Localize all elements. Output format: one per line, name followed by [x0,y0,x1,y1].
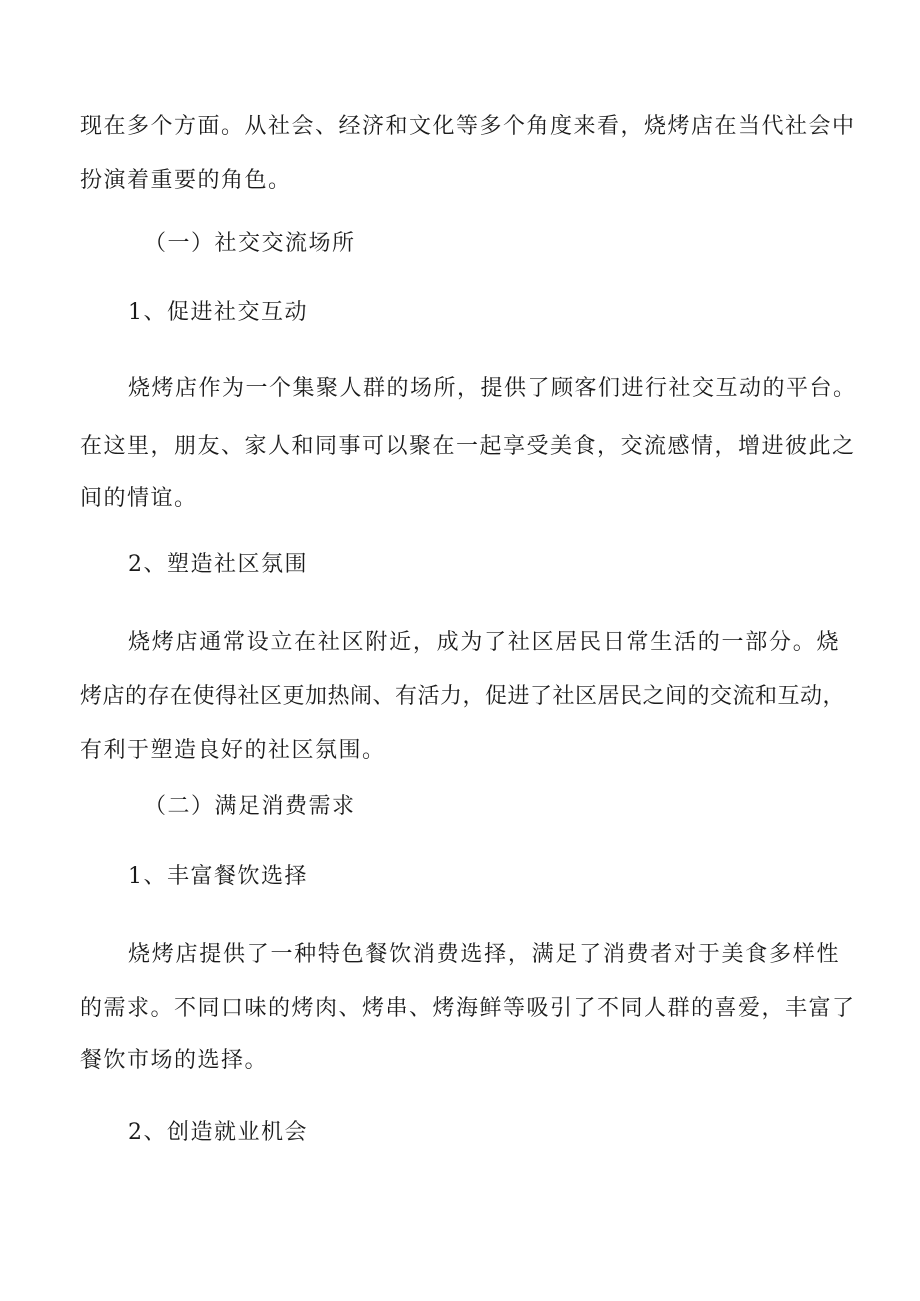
body-text-line: 间的情谊。 [80,486,198,511]
subsection-heading: 1、促进社交互动 [128,300,308,325]
body-text-line: 餐饮市场的选择。 [80,1048,269,1073]
section-heading: （一）社交交流场所 [144,231,356,256]
body-text-line: 烧烤店提供了一种特色餐饮消费选择，满足了消费者对于美食多样性 [128,942,840,967]
subsection-heading: 2、塑造社区氛围 [128,552,308,577]
body-text-line: 现在多个方面。从社会、经济和文化等多个角度来看，烧烤店在当代社会中 [80,114,856,139]
body-text-line: 在这里，朋友、家人和同事可以聚在一起享受美食，交流感情，增进彼此之 [80,434,856,459]
subsection-heading: 2、创造就业机会 [128,1120,308,1145]
subsection-heading: 1、丰富餐饮选择 [128,864,308,889]
body-text-line: 扮演着重要的角色。 [80,168,292,193]
body-text-line: 烧烤店作为一个集聚人群的场所，提供了顾客们进行社交互动的平台。 [128,376,857,401]
body-text-line: 烤店的存在使得社区更加热闹、有活力，促进了社区居民之间的交流和互动， [80,684,846,709]
body-text-line: 的需求。不同口味的烤肉、烤串、烤海鲜等吸引了不同人群的喜爱，丰富了 [80,996,856,1021]
body-text-line: 有利于塑造良好的社区氛围。 [80,738,386,763]
section-heading: （二）满足消费需求 [144,794,356,819]
body-text-line: 烧烤店通常设立在社区附近，成为了社区居民日常生活的一部分。烧 [128,630,840,655]
